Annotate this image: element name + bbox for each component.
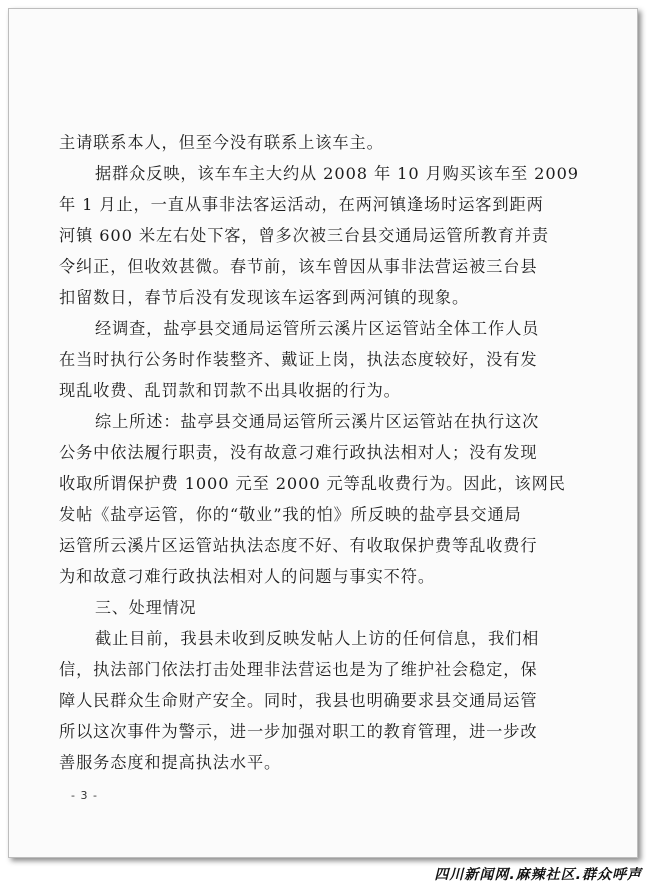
text-line: 善服务态度和提高执法水平。 xyxy=(59,753,282,772)
text-line: 年 1 月止，一直从事非法客运活动，在两河镇逢场时运客到距两 xyxy=(59,195,544,214)
text-line: 所以这次事件为警示，进一步加强对职工的教育管理，进一步改 xyxy=(59,722,538,741)
text-line: 公务中依法履行职责，没有故意刁难行政执法相对人；没有发现 xyxy=(59,443,538,462)
text-line: 扣留数日，春节后没有发现该车运客到两河镇的现象。 xyxy=(59,288,470,307)
document-body xyxy=(59,127,599,778)
section-heading: 三、处理情况 xyxy=(95,598,197,617)
text-line: 令纠正，但收效甚微。春节前，该车曾因从事非法营运被三台县 xyxy=(59,257,538,276)
text-line: 为和故意刁难行政执法相对人的问题与事实不符。 xyxy=(59,567,435,586)
text-line: 综上所述：盐亭县交通局运管所云溪片区运管站在执行这次 xyxy=(95,412,540,431)
page-number: - 3 - xyxy=(71,789,98,802)
text-line: 障人民群众生命财产安全。同时，我县也明确要求县交通局运管 xyxy=(59,691,538,710)
text-line: 截止目前，我县未收到反映发帖人上访的任何信息，我们相 xyxy=(95,629,540,648)
document-page xyxy=(8,8,638,858)
text-line: 运管所云溪片区运管站执法态度不好、有收取保护费等乱收费行 xyxy=(59,536,538,555)
text-line: 河镇 600 米左右处下客，曾多次被三台县交通局运管所教育并责 xyxy=(59,226,549,245)
text-line: 收取所谓保护费 1000 元至 2000 元等乱收费行为。因此，该网民 xyxy=(59,474,566,493)
text-line: 据群众反映，该车车主大约从 2008 年 10 月购买该车至 2009 xyxy=(95,164,579,183)
text-line: 现乱收费、乱罚款和罚款不出具收据的行为。 xyxy=(59,381,401,400)
text-line: 经调查，盐亭县交通局运管所云溪片区运管站全体工作人员 xyxy=(95,319,540,338)
text-line: 信，执法部门依法打击处理非法营运也是为了维护社会稳定，保 xyxy=(59,660,538,679)
text-line: 主请联系本人，但至今没有联系上该车主。 xyxy=(59,133,384,152)
source-watermark: 四川新闻网.麻辣社区.群众呼声 xyxy=(434,867,642,883)
text-line: 发帖《盐亭运管，你的“敬业”我的怕》所反映的盐亭县交通局 xyxy=(59,505,522,524)
text-line: 在当时执行公务时作装整齐、戴证上岗，执法态度较好，没有发 xyxy=(59,350,538,369)
